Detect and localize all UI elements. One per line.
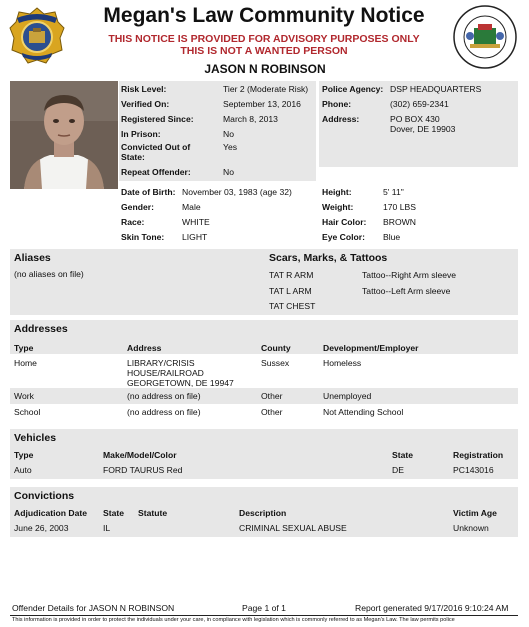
registered-since-label: Registered Since: [121, 114, 194, 124]
phone-label: Phone: [322, 99, 352, 109]
gender-value: Male [182, 202, 201, 212]
vehicles-heading: Vehicles [14, 432, 57, 444]
addresses-heading: Addresses [14, 323, 68, 335]
address-type: Work [14, 391, 34, 401]
address-line: (no address on file) [127, 407, 201, 417]
dob-label: Date of Birth: [121, 187, 176, 197]
police-agency-label: Police Agency: [322, 84, 384, 94]
footer-divider [10, 615, 518, 616]
convictions-col-state: State [103, 508, 125, 518]
address-line: (no address on file) [127, 391, 201, 401]
vehicle-registration: PC143016 [453, 465, 494, 475]
vehicle-state: DE [392, 465, 404, 475]
address-county: Other [261, 391, 283, 401]
verified-on-value: September 13, 2016 [223, 99, 301, 109]
convicted-out-label-line2: State: [121, 152, 145, 162]
conviction-state: IL [103, 523, 111, 533]
offender-photo [10, 81, 118, 189]
repeat-offender-value: No [223, 167, 234, 177]
aliases-heading: Aliases [14, 252, 51, 264]
race-label: Race: [121, 217, 145, 227]
addresses-col-county: County [261, 343, 291, 353]
state-seal-logo [452, 4, 518, 70]
height-value: 5' 11" [383, 187, 404, 197]
state-police-badge-logo [8, 6, 66, 66]
scar-description: Tattoo--Right Arm sleeve [362, 270, 457, 280]
convictions-col-date: Adjudication Date [14, 508, 88, 518]
weight-value: 170 LBS [383, 202, 416, 212]
convictions-heading: Convictions [14, 490, 75, 502]
footer-disclaimer: This information is provided in order to protect the individuals under your care, in compliance with legislation which is commonly referred to as Megan's Law. The law permits police [12, 617, 455, 623]
address-line: GEORGETOWN, DE 19947 [127, 378, 234, 388]
vehicles-col-make: Make/Model/Color [103, 450, 177, 460]
phone-value: (302) 659-2341 [390, 99, 449, 109]
address-county: Other [261, 407, 283, 417]
address-type: Home [14, 358, 37, 368]
vehicles-col-state: State [392, 450, 414, 460]
dob-value: November 03, 1983 (age 32) [182, 187, 292, 197]
not-wanted-warning: THIS IS NOT A WANTED PERSON [180, 45, 348, 57]
scar-code: TAT CHEST [269, 301, 316, 311]
gender-label: Gender: [121, 202, 154, 212]
skin-tone-label: Skin Tone: [121, 232, 165, 242]
address-dev: Not Attending School [323, 407, 404, 417]
eye-color-value: Blue [383, 232, 401, 242]
race-value: WHITE [182, 217, 210, 227]
agency-address-line1: PO BOX 430 [390, 114, 440, 124]
repeat-offender-label: Repeat Offender: [121, 167, 191, 177]
address-line: LIBRARY/CRISIS [127, 358, 195, 368]
skin-tone-value: LIGHT [182, 232, 208, 242]
convictions-col-victim-age: Victim Age [453, 508, 497, 518]
eye-color-label: Eye Color: [322, 232, 365, 242]
addresses-col-dev: Development/Employer [323, 343, 419, 353]
page-title: Megan's Law Community Notice [103, 4, 425, 27]
police-agency-value: DSP HEADQUARTERS [390, 84, 482, 94]
address-county: Sussex [261, 358, 290, 368]
risk-level-label: Risk Level: [121, 84, 167, 94]
agency-address-label: Address: [322, 114, 360, 124]
scar-code: TAT R ARM [269, 270, 314, 280]
scar-description: Tattoo--Left Arm sleeve [362, 286, 451, 296]
addresses-col-address: Address [127, 343, 162, 353]
agency-address-line2: Dover, DE 19903 [390, 124, 456, 134]
weight-label: Weight: [322, 202, 354, 212]
conviction-description: CRIMINAL SEXUAL ABUSE [239, 523, 347, 533]
aliases-scars-panel [10, 249, 518, 315]
conviction-date: June 26, 2003 [14, 523, 69, 533]
convicted-out-value: Yes [223, 142, 238, 152]
addresses-col-type: Type [14, 343, 34, 353]
registered-since-value: March 8, 2013 [223, 114, 278, 124]
verified-on-label: Verified On: [121, 99, 170, 109]
footer-page: Page 1 of 1 [242, 603, 286, 613]
conviction-victim-age: Unknown [453, 523, 489, 533]
footer-offender: Offender Details for JASON N ROBINSON [12, 603, 175, 613]
scar-code: TAT L ARM [269, 286, 312, 296]
footer-generated: Report generated 9/17/2016 9:10:24 AM [355, 603, 509, 613]
vehicle-type: Auto [14, 465, 32, 475]
risk-level-value: Tier 2 (Moderate Risk) [223, 84, 309, 94]
height-label: Height: [322, 187, 352, 197]
in-prison-label: In Prison: [121, 129, 161, 139]
hair-color-value: BROWN [383, 217, 416, 227]
advisory-warning: THIS NOTICE IS PROVIDED FOR ADVISORY PURPOSES ONLY [108, 33, 420, 45]
convictions-col-description: Description [239, 508, 287, 518]
vehicle-make: FORD TAURUS Red [103, 465, 183, 475]
hair-color-label: Hair Color: [322, 217, 367, 227]
vehicles-col-type: Type [14, 450, 34, 460]
offender-name: JASON N ROBINSON [204, 62, 326, 76]
address-type: School [14, 407, 41, 417]
vehicles-panel [10, 429, 518, 479]
vehicles-col-registration: Registration [453, 450, 504, 460]
aliases-empty: (no aliases on file) [14, 269, 84, 279]
scars-heading: Scars, Marks, & Tattoos [269, 252, 388, 264]
in-prison-value: No [223, 129, 234, 139]
address-dev: Unemployed [323, 391, 372, 401]
convicted-out-label-line1: Convicted Out of [121, 142, 191, 152]
convictions-col-statute: Statute [138, 508, 168, 518]
address-line: HOUSE/RAILROAD [127, 368, 204, 378]
address-dev: Homeless [323, 358, 362, 368]
